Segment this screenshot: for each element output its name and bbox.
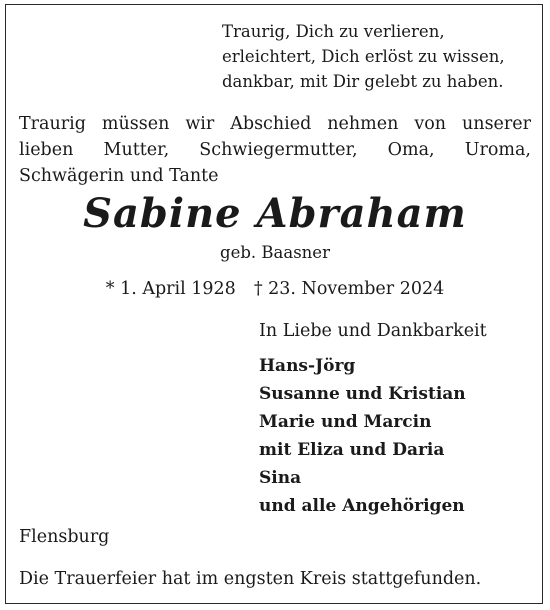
death-date: † 23. November 2024 <box>253 279 445 299</box>
intro-line: Traurig müssen wir Abschied nehmen von unserer <box>19 114 531 134</box>
family-member: Hans-Jörg <box>259 356 356 376</box>
intro-line: Schwägerin und Tante <box>19 166 219 186</box>
poem-line: Traurig, Dich zu verlieren, <box>222 22 445 41</box>
service-note: Die Trauerfeier hat im engsten Kreis stattgefunden. <box>19 569 482 589</box>
life-dates <box>0 276 550 302</box>
family-member: und alle Angehörigen <box>259 496 465 516</box>
poem-line: erleichtert, Dich erlöst zu wissen, <box>222 47 505 66</box>
thanks-line: In Liebe und Dankbarkeit <box>259 321 487 341</box>
family-list <box>259 352 466 520</box>
birth-name: geb. Baasner <box>220 243 330 262</box>
poem-line: dankbar, mit Dir gelebt zu haben. <box>222 72 504 91</box>
birth-date: * 1. April 1928 <box>105 279 236 299</box>
deceased-name: Sabine Abraham <box>83 190 467 237</box>
intro-line: lieben Mutter, Schwiegermutter, Oma, Uroma, <box>19 140 531 160</box>
place: Flensburg <box>19 527 110 547</box>
family-member: Sina <box>259 468 302 488</box>
poem <box>222 19 505 94</box>
intro-text <box>19 111 531 189</box>
family-member: Susanne und Kristian <box>259 384 466 404</box>
family-member: Marie und Marcin <box>259 412 432 432</box>
family-member: mit Eliza und Daria <box>259 440 445 460</box>
